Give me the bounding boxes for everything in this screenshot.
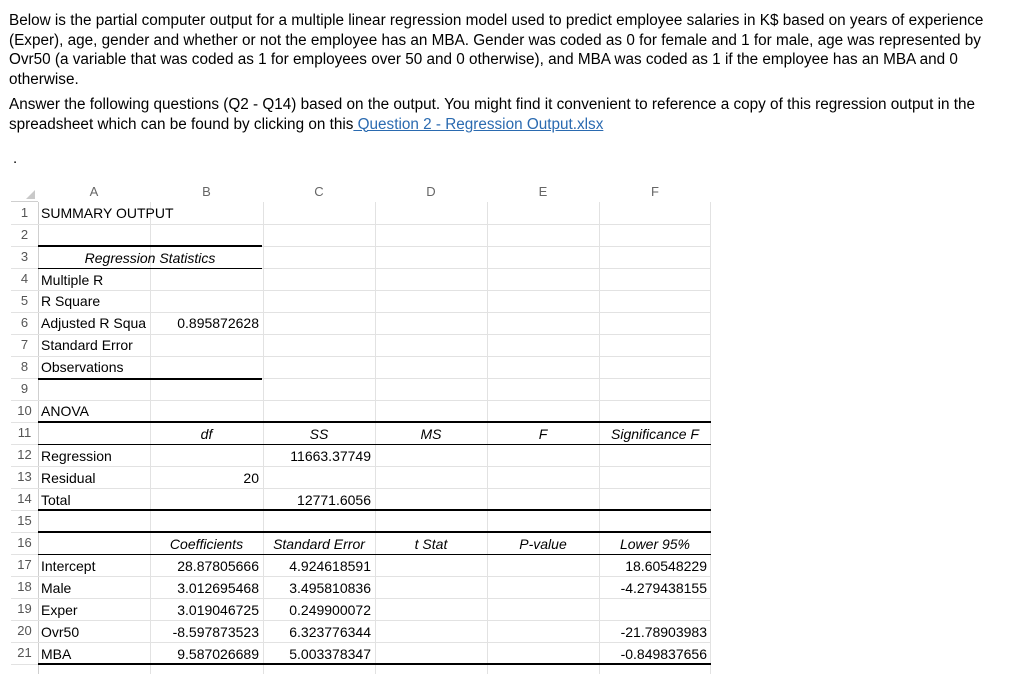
- instructions-paragraph: [9, 95, 1014, 134]
- select-all-corner[interactable]: [11, 182, 38, 202]
- spreadsheet[interactable]: [11, 182, 711, 674]
- coef-header-p-value: P-value: [519, 536, 567, 552]
- anova-regression-ss: 11663.37749: [290, 448, 371, 464]
- column-header-b[interactable]: B: [150, 182, 263, 202]
- coef-value: -8.597873523: [172, 624, 259, 640]
- regression-statistics-header: Regression Statistics: [84, 250, 216, 266]
- coef-row-label: Intercept: [41, 558, 96, 574]
- row-header[interactable]: 4: [20, 271, 29, 286]
- coef-value: 3.019046725: [177, 602, 259, 618]
- anova-residual-label: Residual: [41, 470, 96, 486]
- row-header[interactable]: 8: [20, 359, 29, 374]
- anova-title: ANOVA: [41, 403, 89, 419]
- coef-value: 3.012695468: [177, 580, 259, 596]
- intro-paragraph: Below is the partial computer output for a multiple linear regression model used to predict employee salaries in K$ based on years of experience (Exper), age, gender and whether or not the employee has an MBA. Gender was coded as 0 for female and 1 for male, age was represented by Ovr50 (a variable that was coded as 1 for employees over 50 and 0 otherwise), and MBA was coded as 1 if the employee has an MBA and 0 otherwise.: [9, 12, 984, 88]
- coef-row-label: Ovr50: [41, 624, 80, 640]
- coef-standard-error: 5.003378347: [289, 646, 371, 662]
- coef-header-standard-error: Standard Error: [273, 536, 365, 552]
- anova-header-ss: SS: [309, 426, 329, 442]
- row-header[interactable]: 2: [20, 227, 29, 242]
- row-header[interactable]: 12: [17, 447, 32, 462]
- coef-lower-95: 18.60548229: [625, 558, 707, 574]
- coef-row-label: MBA: [41, 646, 72, 662]
- row-header[interactable]: 21: [17, 645, 32, 660]
- coef-header-lower-95: Lower 95%: [619, 536, 691, 552]
- anova-header-df: df: [200, 426, 213, 442]
- r-square-label: R Square: [41, 293, 101, 309]
- anova-total-ss: 12771.6056: [297, 492, 371, 508]
- row-header[interactable]: 17: [17, 557, 32, 572]
- coef-value: 28.87805666: [177, 558, 259, 574]
- row-header[interactable]: 14: [17, 491, 32, 506]
- column-header-e[interactable]: E: [487, 182, 599, 202]
- instructions-text: Answer the following questions (Q2 - Q14) based on the output. You might find it convenient to reference a copy of this regression output in the spreadsheet which can be found by clicking on this: [9, 96, 975, 133]
- row-header[interactable]: 9: [20, 381, 29, 396]
- anova-header-significance-f: Significance F: [611, 426, 699, 442]
- anova-header-ms: MS: [420, 426, 442, 442]
- standard-error-label: Standard Error: [41, 337, 133, 353]
- row-header[interactable]: 10: [17, 403, 32, 418]
- anova-residual-df: 20: [243, 470, 259, 486]
- multiple-r-label: Multiple R: [41, 272, 104, 288]
- row-header[interactable]: 20: [17, 623, 32, 638]
- column-header-d[interactable]: D: [375, 182, 487, 202]
- row-header[interactable]: 13: [17, 469, 32, 484]
- adjusted-r-square-label: Adjusted R Squa: [41, 315, 147, 331]
- column-header-a[interactable]: A: [38, 182, 150, 202]
- coef-standard-error: 6.323776344: [289, 624, 371, 640]
- row-header[interactable]: 1: [20, 205, 29, 220]
- row-header[interactable]: 15: [17, 513, 32, 528]
- anova-regression-label: Regression: [41, 448, 112, 464]
- coef-lower-95: -0.849837656: [620, 646, 707, 662]
- coef-lower-95: -21.78903983: [620, 624, 707, 640]
- bullet-dot: .: [13, 150, 18, 167]
- regression-output-link[interactable]: Question 2 - Regression Output.xlsx: [353, 115, 604, 133]
- coef-lower-95: [599, 599, 707, 621]
- summary-output-title: SUMMARY OUTPUT: [41, 205, 174, 221]
- adjusted-r-square-value: 0.895872628: [177, 315, 259, 331]
- observations-label: Observations: [41, 359, 124, 375]
- anova-total-label: Total: [41, 492, 71, 508]
- coef-header-coefficients: Coefficients: [169, 536, 244, 552]
- coef-standard-error: 3.495810836: [289, 580, 371, 596]
- row-header[interactable]: 3: [20, 249, 29, 264]
- coef-standard-error: 4.924618591: [289, 558, 371, 574]
- coef-header-t-stat: t Stat: [414, 536, 448, 552]
- column-header-c[interactable]: C: [263, 182, 375, 202]
- coef-value: 9.587026689: [177, 646, 259, 662]
- row-header[interactable]: 7: [20, 337, 29, 352]
- row-header[interactable]: 11: [17, 425, 32, 440]
- column-header-f[interactable]: F: [599, 182, 711, 202]
- row-header[interactable]: 16: [17, 535, 32, 550]
- row-header[interactable]: 18: [17, 579, 32, 594]
- row-header[interactable]: 5: [20, 293, 29, 308]
- coef-row-label: Male: [41, 580, 72, 596]
- coef-standard-error: 0.249900072: [289, 602, 371, 618]
- row-header[interactable]: 6: [20, 315, 29, 330]
- anova-header-f: F: [538, 426, 548, 442]
- coef-row-label: Exper: [41, 602, 78, 618]
- coef-lower-95: -4.279438155: [620, 580, 707, 596]
- row-header[interactable]: 19: [17, 601, 32, 616]
